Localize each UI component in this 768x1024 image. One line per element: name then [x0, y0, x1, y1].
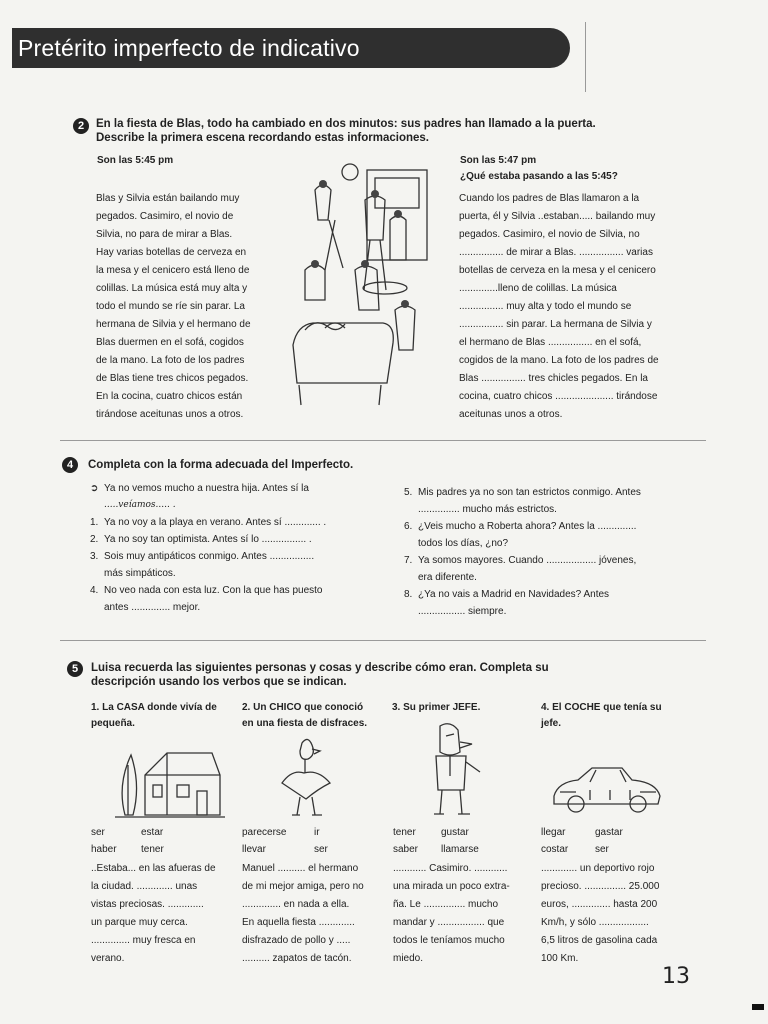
- text-line: el hermano de Blas ................ en el sofá,: [459, 337, 642, 348]
- house-illustration: [115, 745, 225, 820]
- text-line: todo el mundo se ríe sin parar. La: [96, 301, 245, 312]
- verb: tener: [141, 844, 164, 855]
- exercise-item: [404, 586, 704, 603]
- ex5-col1-verbs: [91, 824, 236, 858]
- exercise-item: [404, 552, 704, 569]
- verb: gustar: [441, 827, 469, 838]
- item-text: ¿Ya no vais a Madrid en Navidades? Antes: [418, 589, 610, 600]
- item-text: más simpáticos.: [104, 568, 176, 579]
- text-line: Km/h, y sólo ..................: [541, 917, 649, 928]
- item-number: 7.: [404, 555, 413, 566]
- item-text: No veo nada con esta luz. Con la que has puesto: [104, 585, 323, 596]
- sports-car-illustration: [550, 760, 665, 820]
- item-number: 1.: [90, 517, 99, 528]
- party-scene-illustration: [285, 160, 450, 425]
- ex4-example: [90, 480, 390, 514]
- heading-line: 3. Su primer JEFE.: [392, 702, 481, 713]
- verb: llevar: [242, 844, 266, 855]
- text-line: tirándose aceitunas unos a otros.: [96, 409, 244, 420]
- ex5-col3-verbs: [393, 824, 533, 858]
- text-line: En la cocina, cuatro chicos están: [96, 391, 243, 402]
- item-text: antes .............. mejor.: [104, 602, 201, 613]
- verb: ir: [314, 827, 320, 838]
- heading-line: en una fiesta de disfraces.: [242, 718, 368, 729]
- ex5-col2-heading: [242, 700, 392, 732]
- verb: tener: [393, 827, 416, 838]
- ex2-left-text: [96, 190, 276, 424]
- text-line: Silvia, no para de mirar a Blas.: [96, 229, 233, 240]
- text-line: Manuel .......... el hermano: [242, 863, 359, 874]
- exercise-2-number: 2: [73, 118, 89, 134]
- ex2-right-heading-time: Son las 5:47 pm: [460, 155, 537, 166]
- text-line: aceitunas unos a otros.: [459, 409, 563, 420]
- text-line: de mi mejor amiga, pero no: [242, 881, 364, 892]
- text-line: En aquella fiesta .............: [242, 917, 355, 928]
- text-line: ña. Le ............... mucho: [393, 899, 499, 910]
- verb: ser: [91, 827, 105, 838]
- text-line: precioso. ............... 25.000: [541, 881, 660, 892]
- item-text: ............... mucho más estrictos.: [418, 504, 557, 515]
- text-line: la ciudad. ............. unas: [91, 881, 198, 892]
- text-line: colillas. La música está muy alta y: [96, 283, 248, 294]
- item-text: Ya no voy a la playa en verano. Antes sí ............. .: [104, 517, 327, 528]
- item-text: Mis padres ya no son tan estrictos conmigo. Antes: [418, 487, 641, 498]
- item-text: Ya no soy tan optimista. Antes sí lo ................ .: [104, 534, 312, 545]
- item-text: Ya somos mayores. Cuando .................. jóvenes,: [418, 555, 637, 566]
- ex2-right-heading-question: ¿Qué estaba pasando a las 5:45?: [460, 171, 618, 182]
- ex5-col3-heading: [392, 700, 532, 716]
- exercise-item: [90, 514, 390, 531]
- heading-line: 1. La CASA donde vivía de: [91, 702, 217, 713]
- text-line: vistas preciosas. .............: [91, 899, 204, 910]
- text-line: ................ sin parar. La hermana de Silvia y: [459, 319, 652, 330]
- heading-line: 2. Un CHICO que conoció: [242, 702, 364, 713]
- exercise-5-instruction: Luisa recuerda las siguientes personas y cosas y describe cómo eran. Completa su descripción usando los verbos que se indican.: [91, 662, 549, 688]
- text-line: Hay varias botellas de cerveza en: [96, 247, 247, 258]
- ex5-col1-heading: [91, 700, 236, 732]
- text-line: 100 Km.: [541, 953, 579, 964]
- item-number: 3.: [90, 551, 99, 562]
- text-line: .......... zapatos de tacón.: [242, 953, 352, 964]
- heading-line: pequeña.: [91, 718, 135, 729]
- text-line: mandar y ................. que: [393, 917, 505, 928]
- boss-illustration: [420, 722, 490, 820]
- text-line: botellas de cerveza en la mesa y el cenicero: [459, 265, 656, 276]
- text-line: ............. un deportivo rojo: [541, 863, 655, 874]
- text-line: .............. en nada a ella.: [242, 899, 350, 910]
- text-line: hermana de Silvia y el hermano de: [96, 319, 251, 330]
- exercise-2-instruction: En la fiesta de Blas, todo ha cambiado en dos minutos: sus padres han llamado a la puerta. Describe la primera escena recordando estas informaciones.: [96, 118, 596, 144]
- exercise-4-number: 4: [62, 457, 78, 473]
- text-line: puerta, él y Silvia ..estaban..... bailando muy: [459, 211, 656, 222]
- item-number: 5.: [404, 487, 413, 498]
- text-line: ................ muy alta y todo el mundo se: [459, 301, 632, 312]
- text-line: Cuando los padres de Blas llamaron a la: [459, 193, 640, 204]
- ex4-left-items: [90, 514, 390, 616]
- item-number: 2.: [90, 534, 99, 545]
- exercise-item: [90, 531, 390, 548]
- text-line: pegados. Casimiro, el novio de Silvia, no: [459, 229, 640, 240]
- ex2-right-text: [459, 190, 689, 424]
- ex5-col1-text: [91, 860, 231, 968]
- text-line: cocina, cuatro chicos ..................... tirándose: [459, 391, 658, 402]
- section-divider: [60, 440, 706, 441]
- verb: parecerse: [242, 827, 287, 838]
- ex5-col4-text: [541, 860, 686, 968]
- page-number: 13: [662, 964, 690, 989]
- item-number: 4.: [90, 585, 99, 596]
- example-answer: .....veíamos..... .: [104, 500, 176, 510]
- text-line: verano.: [91, 953, 125, 964]
- item-text: Sois muy antipáticos conmigo. Antes ................: [104, 551, 315, 562]
- exercise-5-number: 5: [67, 661, 83, 677]
- example-line: Ya no vemos mucho a nuestra hija. Antes sí la: [104, 483, 309, 494]
- text-line: euros, .............. hasta 200: [541, 899, 658, 910]
- verb: gastar: [595, 827, 623, 838]
- text-line: Blas ................ tres chicles pegados. En la: [459, 373, 648, 384]
- exercise-4-instruction: Completa con la forma adecuada del Imperfecto.: [88, 459, 354, 471]
- item-text: todos los días, ¿no?: [418, 538, 509, 549]
- verb: llegar: [541, 827, 566, 838]
- text-line: pegados. Casimiro, el novio de: [96, 211, 234, 222]
- text-line: ..............lleno de colillas. La música: [459, 283, 617, 294]
- exercise-item: [90, 548, 390, 565]
- text-line: todos le teníamos mucho: [393, 935, 505, 946]
- margin-line: [585, 22, 586, 92]
- heading-line: 4. El COCHE que tenía su: [541, 702, 662, 713]
- verb: costar: [541, 844, 569, 855]
- text-line: de Blas tiene tres chicos pegados.: [96, 373, 249, 384]
- verb: ser: [595, 844, 609, 855]
- text-line: la mesa y el cenicero está lleno de: [96, 265, 250, 276]
- exercise-item: [404, 518, 704, 535]
- item-text: ................. siempre.: [418, 606, 507, 617]
- text-line: 6,5 litros de gasolina cada: [541, 935, 658, 946]
- text-line: Blas y Silvia están bailando muy: [96, 193, 240, 204]
- text-line: disfrazado de pollo y .....: [242, 935, 351, 946]
- ex2-left-heading: Son las 5:45 pm: [97, 155, 174, 166]
- ex5-col4-heading: [541, 700, 691, 732]
- verb: haber: [91, 844, 117, 855]
- verb: saber: [393, 844, 419, 855]
- text-line: miedo.: [393, 953, 424, 964]
- verb: ser: [314, 844, 328, 855]
- page-title: Pretérito imperfecto de indicativo: [12, 28, 570, 68]
- corner-mark: [752, 1004, 764, 1010]
- section-divider: [60, 640, 706, 641]
- text-line: ............ Casimiro. ............: [393, 863, 508, 874]
- item-number: 8.: [404, 589, 413, 600]
- text-line: ..Estaba... en las afueras de: [91, 863, 216, 874]
- exercise-item: [90, 582, 390, 599]
- item-text: era diferente.: [418, 572, 477, 583]
- text-line: cogidos de la mano. La foto de los padres de: [459, 355, 659, 366]
- text-line: una mirada un poco extra-: [393, 881, 510, 892]
- item-text: ¿Veis mucho a Roberta ahora? Antes la ..............: [418, 521, 637, 532]
- arrow-icon: ➲: [90, 483, 99, 494]
- chicken-costume-illustration: [272, 735, 342, 820]
- ex5-col2-text: [242, 860, 387, 968]
- exercise-item: [404, 484, 704, 501]
- heading-line: jefe.: [541, 718, 562, 729]
- ex5-col4-verbs: [541, 824, 691, 858]
- text-line: de la mano. La foto de los padres: [96, 355, 245, 366]
- text-line: ................ de mirar a Blas. ................ varias: [459, 247, 653, 258]
- text-line: un parque muy cerca.: [91, 917, 188, 928]
- text-line: .............. muy fresca en: [91, 935, 196, 946]
- item-number: 6.: [404, 521, 413, 532]
- verb: llamarse: [441, 844, 479, 855]
- text-line: Blas duermen en el sofá, cogidos: [96, 337, 244, 348]
- ex5-col3-text: [393, 860, 533, 968]
- verb: estar: [141, 827, 164, 838]
- ex5-col2-verbs: [242, 824, 392, 858]
- ex4-right-items: [404, 484, 704, 620]
